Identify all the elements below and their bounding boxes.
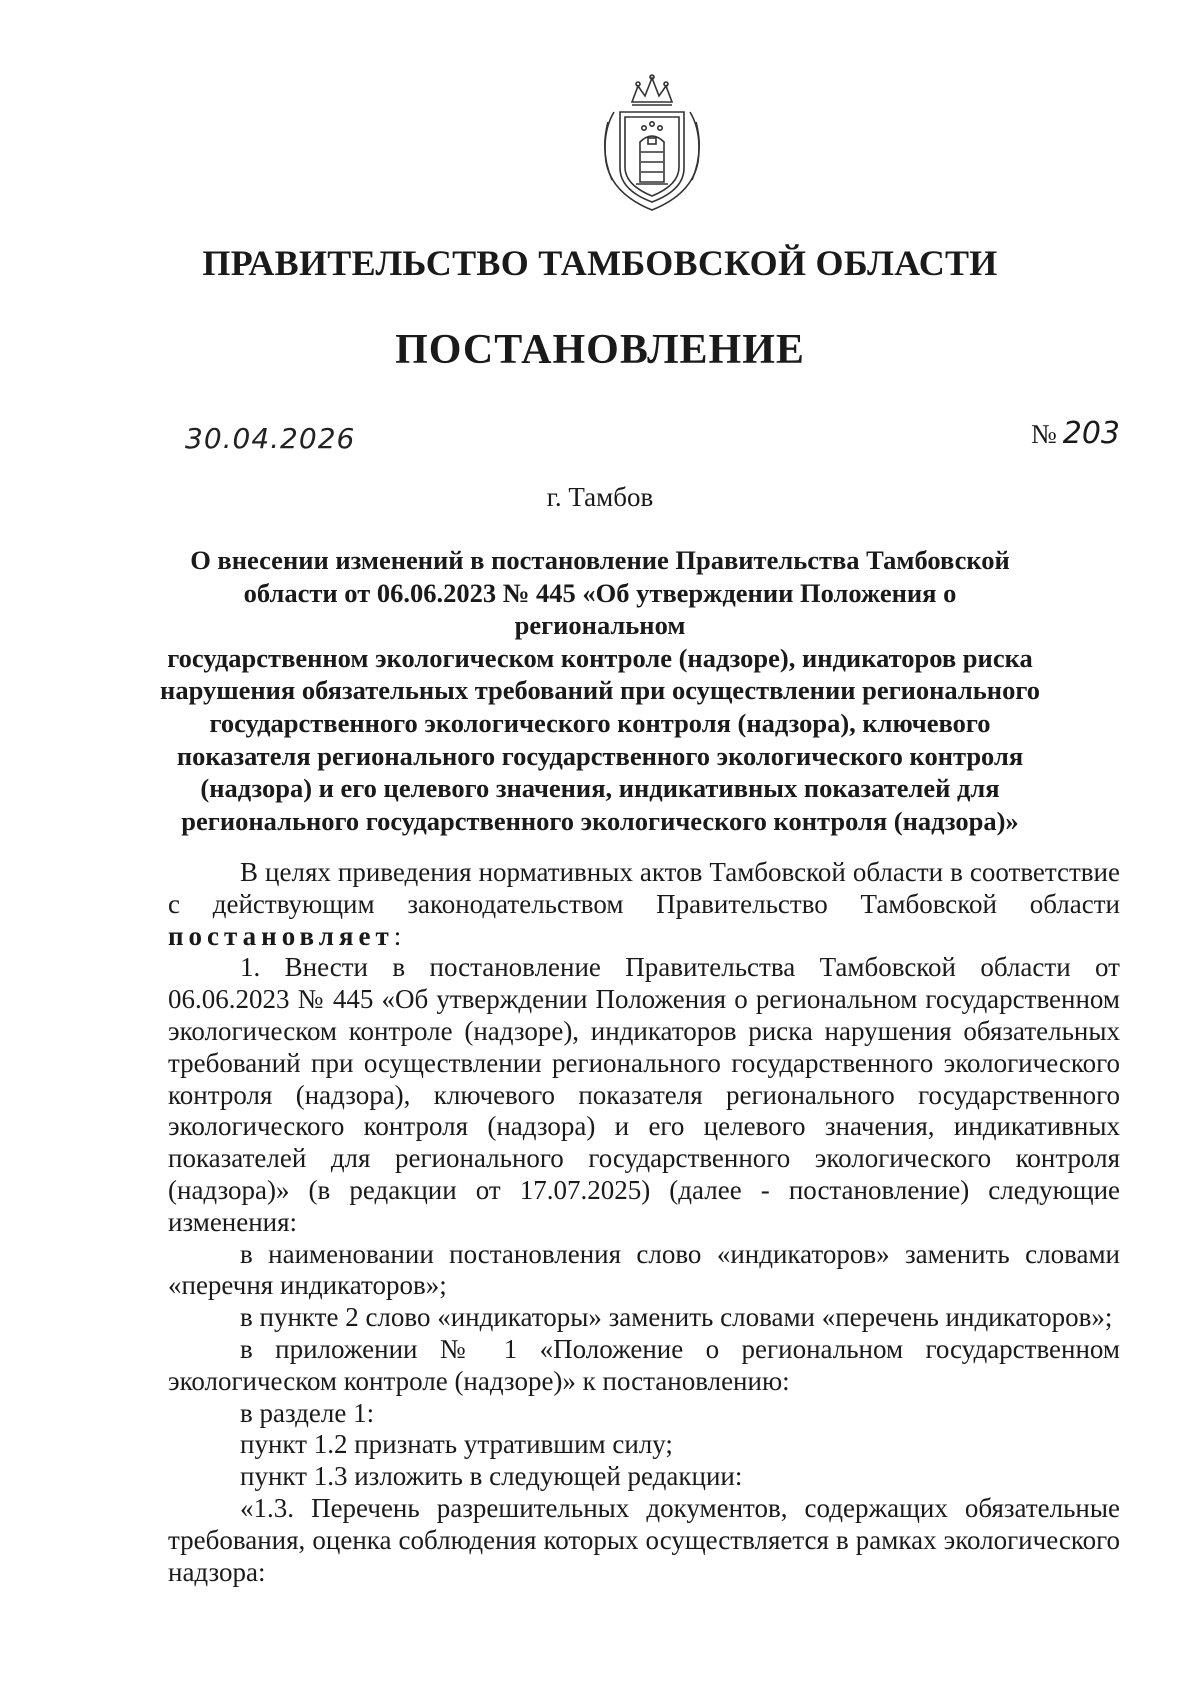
document-subject bbox=[160, 544, 1040, 837]
resolves-colon: : bbox=[393, 920, 402, 951]
date-number-row bbox=[170, 416, 1120, 466]
subject-line: государственном экологическом контроле (надзоре), индикаторов риска bbox=[167, 642, 1033, 673]
city: г. Тамбов bbox=[546, 482, 654, 512]
body-paragraph: в пункте 2 слово «индикаторы» заменить словами «перечень индикаторов»; bbox=[240, 1302, 1113, 1333]
body-paragraph: в наименовании постановления слово «индикаторов» заменить словами «перечня индикаторов»; bbox=[168, 1238, 1120, 1301]
subject-line: регионального государственного экологического контроля (надзора)» bbox=[181, 805, 1019, 836]
body-paragraph: пункт 1.3 изложить в следующей редакции: bbox=[240, 1461, 743, 1492]
document-body bbox=[168, 857, 1120, 1588]
preamble-paragraph bbox=[168, 857, 1120, 952]
subject-line: О внесении изменений в постановление Правительства Тамбовской bbox=[190, 545, 1010, 575]
body-paragraph: пункт 1.2 признать утратившим силу; bbox=[240, 1429, 673, 1460]
document-type-title: ПОСТАНОВЛЕНИЕ bbox=[395, 327, 805, 373]
body-paragraph: в приложении № 1 «Положение о региональном государственном экологическом контроле (надзоре)» к постановлению: bbox=[168, 1333, 1120, 1396]
document-date: 30.04.2026 bbox=[185, 422, 356, 455]
body-paragraph: в разделе 1: bbox=[240, 1397, 375, 1428]
body-paragraph: «1.3. Перечень разрешительных документов, содержащих обязательные требования, оценка соблюдения которых осуществляется в рамках экологического надзора: bbox=[168, 1492, 1120, 1587]
subject-line: нарушения обязательных требований при осуществлении регионального bbox=[160, 675, 1040, 706]
subject-line: показателя регионального государственного экологического контроля bbox=[176, 740, 1024, 771]
document-number bbox=[1031, 416, 1120, 451]
number-label: № bbox=[1030, 419, 1057, 449]
subject-line: области от 06.06.2023 № 445 «Об утверждении Положения о региональном bbox=[243, 577, 957, 641]
preamble-text: В целях приведения нормативных актов Тамбовской области в соответствие с действующим законодательством Правительство Тамбовской области bbox=[168, 857, 1120, 919]
resolves-word: постановляет bbox=[168, 920, 394, 951]
organization-title: ПРАВИТЕЛЬСТВО ТАМБОВСКОЙ ОБЛАСТИ bbox=[202, 243, 998, 283]
number-value: 203 bbox=[1062, 416, 1120, 451]
subject-line: государственного экологического контроля (надзора), ключевого bbox=[209, 707, 991, 738]
body-paragraph: 1. Внести в постановление Правительства Тамбовской области от 06.06.2023 № 445 «Об утверждении Положения о региональном государственном экологическом контроле (надзоре), индикаторов риска нарушения обязательных требований при осуществлении регионального государственного экологического контроля (надзора), ключевого показателя регионального государственного экологического контроля (надзора) и его целевого значения, индикативных показателей для регионального государственного экологического контроля (надзора)» (в редакции от 17.07.2025) (далее - постановление) следующие изменения: bbox=[168, 952, 1120, 1237]
subject-line: (надзора) и его целевого значения, индикативных показателей для bbox=[200, 773, 1000, 804]
coat-of-arms-icon bbox=[592, 72, 712, 214]
